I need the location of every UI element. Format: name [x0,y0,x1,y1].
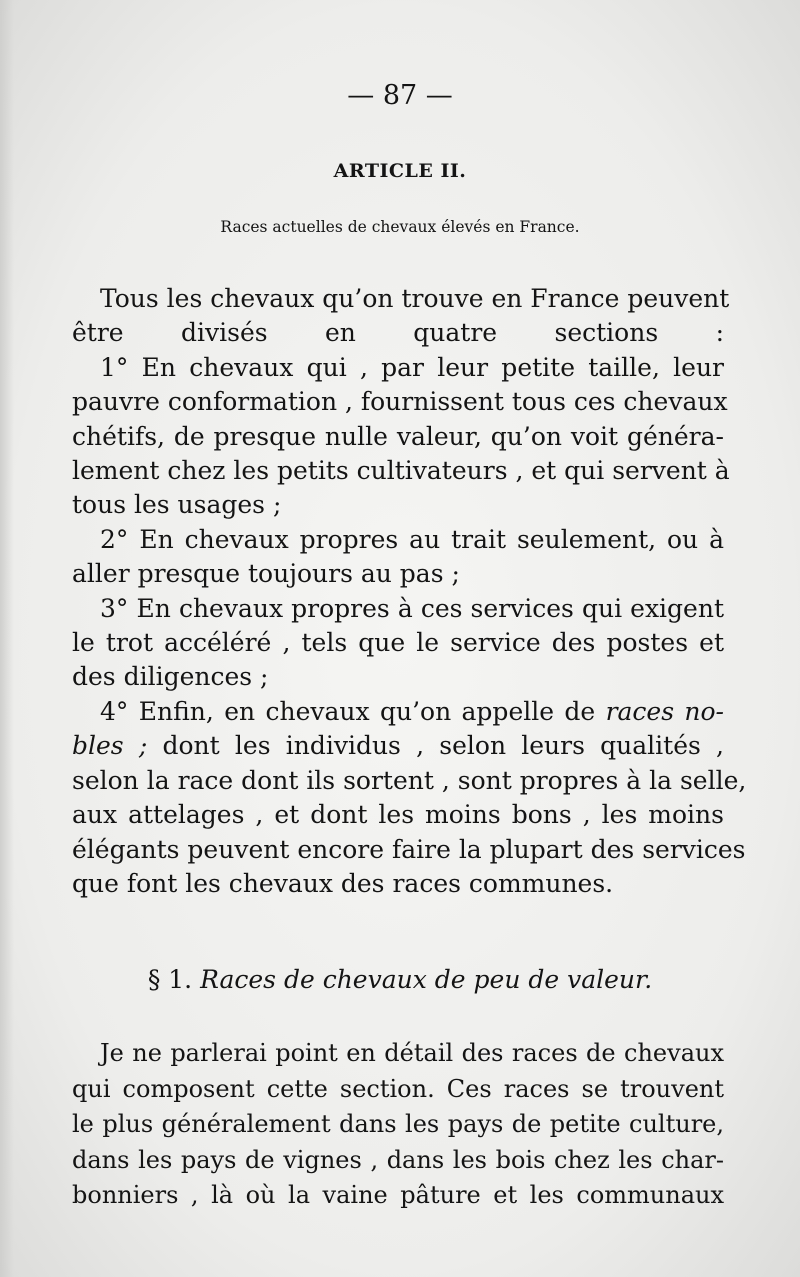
section-title-text: Races de chevaux de peu de valeur. [200,965,653,994]
section-label: § 1. [147,965,193,994]
text-line: 2° En chevaux propres au trait seulement, ou à [100,524,724,554]
text-line: le plus généralement dans les pays de petite culture, [72,1110,724,1138]
text-line: Je ne parlerai point en détail des races de chevaux [100,1039,724,1067]
section-paragraph [72,1036,724,1214]
text-line: que font les chevaux des races communes. [72,868,614,898]
text-line: qui composent cette section. Ces races se trouvent [72,1074,724,1103]
text-line: bonniers , là où la vaine pâture et les communaux [72,1181,724,1209]
text-segment: dont les individus , selon leurs qualités , [147,731,724,761]
text-line: Tous les chevaux qu’on trouve en France peuvent [100,284,730,313]
text-line: 3° En chevaux propres à ces services qui exigent [100,593,724,623]
intro-paragraphs [72,282,747,901]
italic-phrase: bles ; [72,731,148,761]
text-line: selon la race dont ils sortent , sont propres à la selle, [72,765,747,795]
text-segment: 4° Enfin, en chevaux qu’on appelle de [100,696,606,726]
text-line: être divisés en quatre sections : [72,318,724,348]
italic-phrase: races no- [605,696,725,726]
article-subtitle: Races actuelles de chevaux élevés en France. [220,218,580,236]
text-line: des diligences ; [72,662,269,692]
text-line: le trot accéléré , tels que le service des postes et [72,628,724,658]
text-line [72,729,724,763]
section-title [0,965,800,994]
text-line: élégants peuvent encore faire la plupart des services [72,834,746,864]
text-line: 1° En chevaux qui , par leur petite taille, leur [100,352,724,382]
page-number: — 87 — [347,80,453,111]
page-edge-shadow [0,0,14,1277]
text-line: aller presque toujours au pas ; [72,559,460,589]
article-heading: ARTICLE II. [333,160,467,182]
text-line: lement chez les petits cultivateurs , et qui servent à [72,456,730,486]
text-line [72,695,724,729]
text-line: dans les pays de vignes , dans les bois chez les char- [72,1145,724,1174]
text-line: chétifs, de presque nulle valeur, qu’on voit généra- [72,421,724,451]
text-line: tous les usages ; [72,490,282,520]
text-line: aux attelages , et dont les moins bons , les moins [72,800,724,830]
text-line: pauvre conformation , fournissent tous ces chevaux [72,387,728,417]
